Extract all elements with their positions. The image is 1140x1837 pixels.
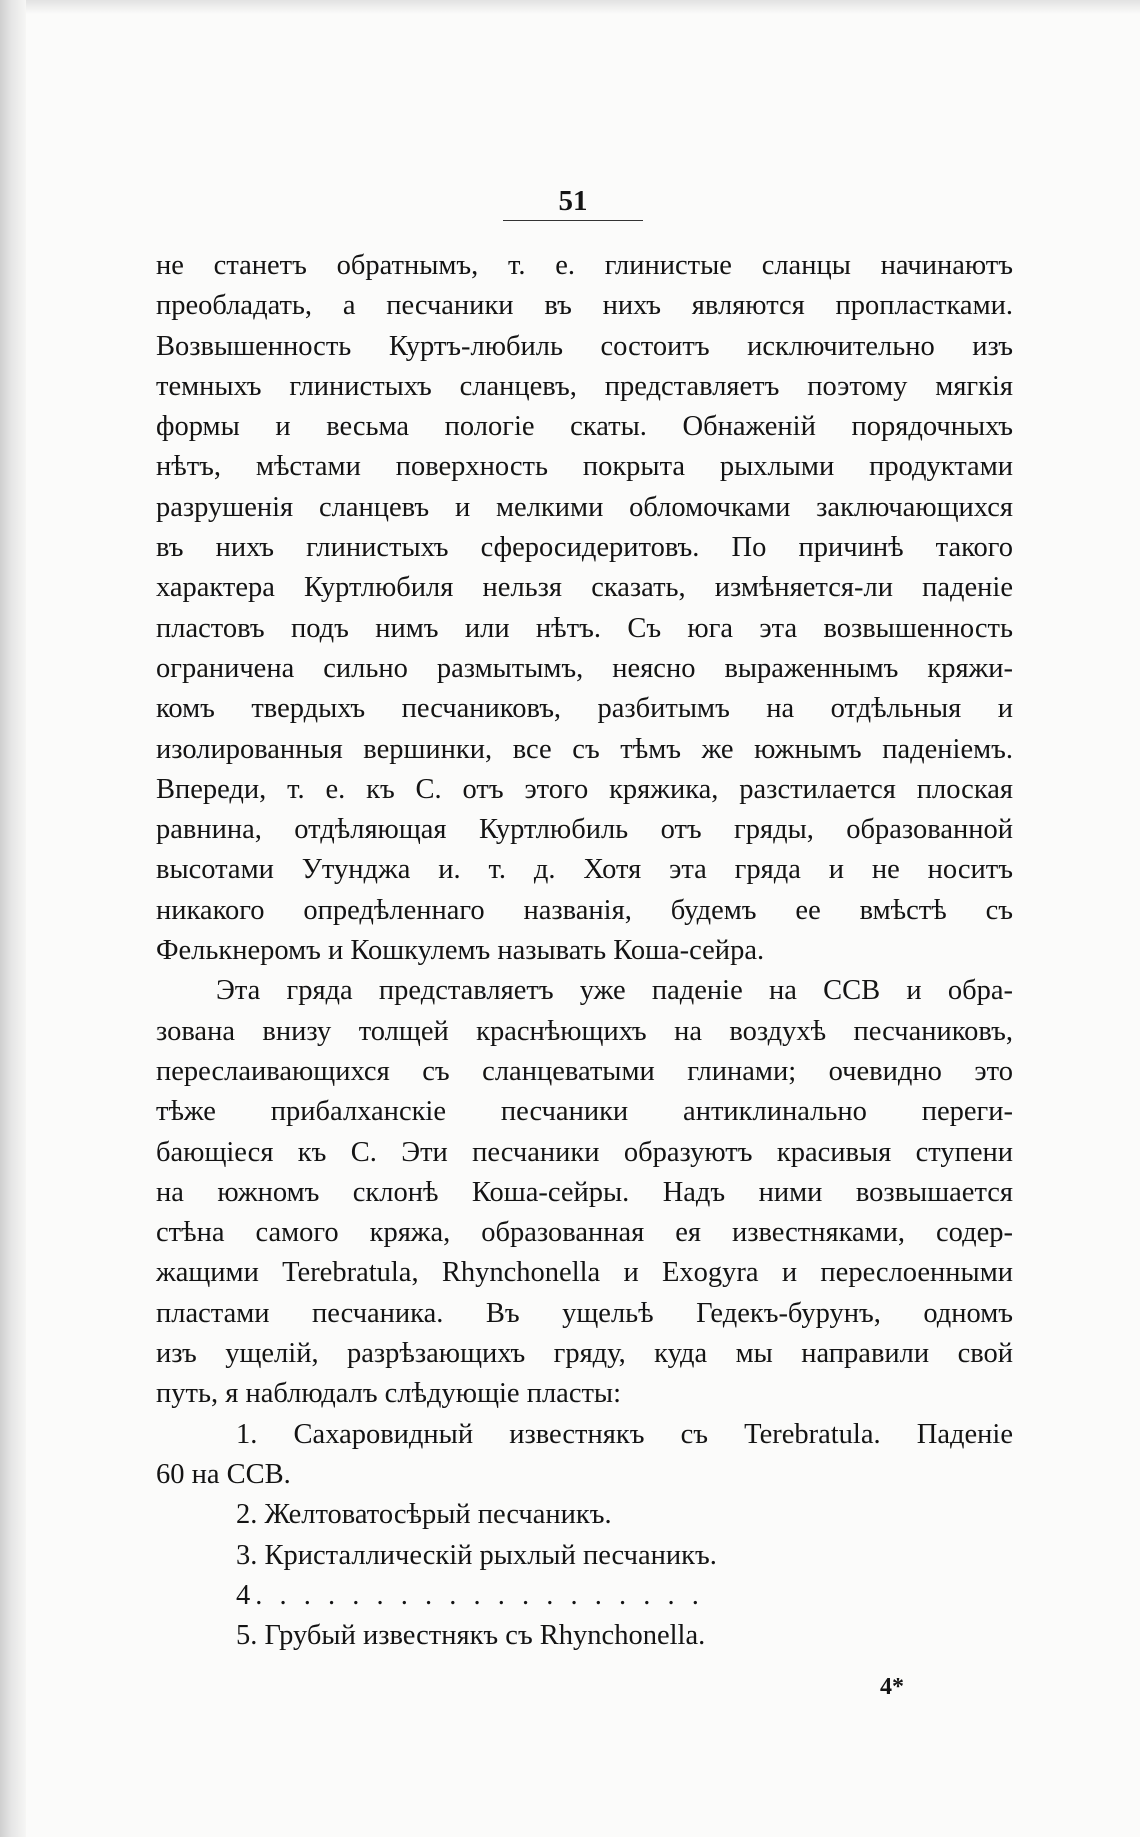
text-line: зована внизу толщей краснѣющихъ на воздухѣ песчаниковъ, — [156, 1015, 1013, 1047]
text-line: тѣже прибалханскіе песчаники антиклинально переги- — [156, 1096, 1013, 1128]
text-line: не станетъ обратнымъ, т. е. глинистые сланцы начинаютъ — [156, 250, 1013, 281]
text-line: комъ твердыхъ песчаниковъ, разбитымъ на отдѣльныя и — [156, 693, 1013, 725]
list-item: 2. Желтоватосѣрый песчаникъ. — [236, 1499, 612, 1531]
text-line: Фелькнеромъ и Кошкулемъ называть Коша-сейра. — [156, 935, 765, 967]
text-line: стѣна самого кряжа, образованная ея известняками, содер- — [156, 1217, 1013, 1249]
signature-mark: 4* — [880, 1674, 904, 1700]
text-line: темныхъ глинистыхъ сланцевъ, представляетъ поэтому мягкія — [156, 370, 1013, 402]
text-line: высотами Утунджа и. т. д. Хотя эта гряда и не носитъ — [156, 854, 1013, 886]
list-item: 4. . . . . . . . . . . . . . . . . . . — [236, 1579, 704, 1611]
text-line: характера Куртлюбиля нельзя сказать, измѣняется-ли паденіе — [156, 572, 1013, 604]
text-line: Возвышенность Куртъ-любиль состоитъ исключительно изъ — [156, 330, 1013, 362]
layer-list — [156, 1415, 1013, 1657]
text-line: Впереди, т. е. къ С. отъ этого кряжика, разстилается плоская — [156, 773, 1013, 805]
page-number-rule — [503, 220, 643, 221]
list-item-continuation: 60 на ССВ. — [156, 1458, 291, 1490]
text-line: ограничена сильно размытымъ, неясно выраженнымъ кряжи- — [156, 652, 1013, 684]
paragraph-1 — [156, 246, 1013, 971]
text-line: Эта гряда представляетъ уже паденіе на ССВ и обра- — [216, 975, 1013, 1007]
list-item: 3. Кристаллическій рыхлый песчаникъ. — [236, 1539, 717, 1571]
text-line: никакого опредѣленнаго названія, будемъ ее вмѣстѣ съ — [156, 894, 1013, 926]
list-item: 1. Сахаровидный известнякъ съ Terebratula. Паденіе — [236, 1418, 1013, 1450]
text-line: равнина, отдѣляющая Куртлюбиль отъ гряды, образованной — [156, 814, 1013, 846]
text-line: путь, я наблюдалъ слѣдующіе пласты: — [156, 1378, 622, 1410]
text-line: изолированныя вершинки, все съ тѣмъ же южнымъ паденіемъ. — [156, 733, 1013, 765]
text-line: преобладать, а песчаники въ нихъ являются пропластками. — [156, 290, 1013, 322]
text-line: на южномъ склонѣ Коша-сейры. Надъ ними возвышается — [156, 1176, 1013, 1208]
text-line: изъ ущелій, разрѣзающихъ гряду, куда мы направили свой — [156, 1338, 1013, 1370]
text-line: пластами песчаника. Въ ущельѣ Гедекъ-бурунъ, одномъ — [156, 1297, 1013, 1329]
text-line: формы и весьма пологіе скаты. Обнаженій порядочныхъ — [156, 411, 1013, 443]
page-body — [156, 246, 1013, 1656]
page-binding-shadow — [0, 0, 26, 1837]
text-line: переслаивающихся съ сланцеватыми глинами; очевидно это — [156, 1055, 1013, 1087]
text-line: въ нихъ глинистыхъ сферосидеритовъ. По причинѣ такого — [156, 532, 1013, 564]
text-line: бающіеся къ С. Эти песчаники образуютъ красивыя ступени — [156, 1136, 1013, 1168]
page-top-shadow — [0, 0, 1140, 14]
text-line: пластовъ подъ нимъ или нѣтъ. Съ юга эта возвышенность — [156, 612, 1013, 644]
paragraph-2 — [156, 971, 1013, 1414]
text-line: нѣтъ, мѣстами поверхность покрыта рыхлыми продуктами — [156, 451, 1013, 483]
text-line: жащими Terebratula, Rhynchonella и Exogyra и переслоенными — [156, 1257, 1013, 1289]
text-line: разрушенія сланцевъ и мелкими обломочками заключающихся — [156, 491, 1013, 523]
page-number: 51 — [558, 185, 588, 217]
list-item: 5. Грубый известнякъ съ Rhynchonella. — [236, 1620, 706, 1652]
